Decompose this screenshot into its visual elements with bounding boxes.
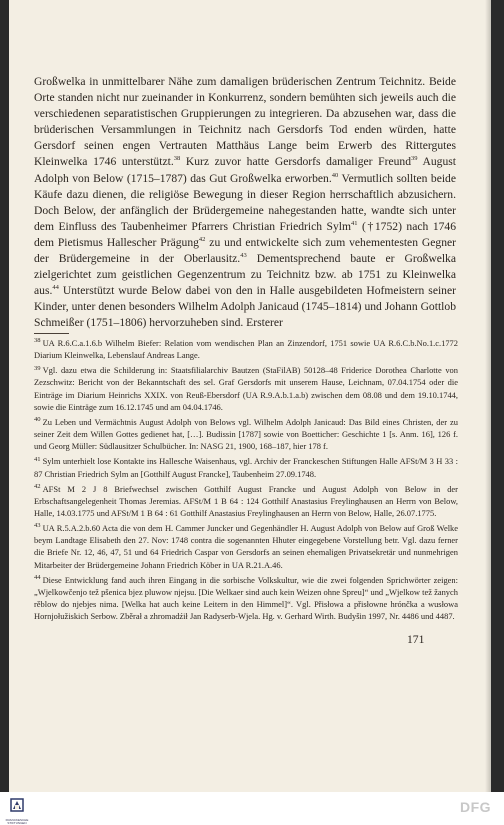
footnote-text: Sylm unterhielt lose Kontakte ins Hallesche Waisenhaus, vgl. Archiv der Franckeschen Stiftungen Halle AFSt/M 3 H 33 : 87 Christian Friedrich Sylm an [Gotthilf August Francke], Taubenheim 27.09.1748. (34, 456, 458, 479)
footnote-text: UA R.5.A.2.b.60 Acta die von dem H. Cammer Juncker und Gegenhändler H. August Adolph von Below auf Groß Welke beym Landtage Elisabeth den 27. Nov: 1748 contra die sogenannten Hhuter eingegebene Vorstellung betr. Vgl. dazu ferner die Briefe Nr. 12, 46, 47, 51 und 64 Friedrich Caspar von Gersdorfs an seinen ehemaligen Privatsekretär und nunmehrigen Mitarbeiter der Brüdergemeine Johann Friedrich Köber in UA R.21.A.46. (34, 523, 458, 570)
body-text-segment: zu und entwickelte sich zum vehementesten Gegner der Brüdergemeine in der Oberlausitz. (34, 235, 457, 266)
footnote-number: 40 (34, 416, 41, 424)
footnote-number: 41 (34, 455, 41, 463)
body-text (34, 74, 456, 332)
footnote-text: Diese Entwicklung fand auch ihren Eingang in die sorbische Volkskultur, wie die zwei folgenden Sprichwörter zeigen: „Wjelkowčenjo tež pšenica bjez pluwow njejsu. [Die Welkaer sind auch kein Weizen ohne Spreu]“ und „Wjelkow tež žanych rěblow do njebjes nima. [Welka hat auch keine Leitern in den Himmel]“. Vgl. Přisłowa a přisłowne hrónčka a wusłowa Hornjołužiskich Serbow. Zběrał a zhromadźił Jan Radyserb-Wjela. Hg. v. Gerhard Wirth. Budyšin 1997, Nr. 4486 und 4487. (34, 574, 458, 622)
footnote-text: AFSt M 2 J 8 Briefwechsel zwischen Gotthilf August Francke und August Adolph von Below in der Erbschaftsangelegenheit Thomas Jeremias. AFSt/M 1 B 64 : 124 Gotthilf Anastasius Freylinghausen an Herrn von Below, Halle, 14.03.1775 und AFSt/M 1 B 64 : 61 Gotthilf Anastasius Freylinghausen an Herrn von Below, Halle, 26.07.1775. (34, 483, 458, 518)
footnote (34, 483, 458, 519)
footnote-number: 38 (34, 337, 41, 345)
footnote-ref[interactable]: 39 (411, 155, 418, 163)
footnote (34, 364, 458, 412)
body-paragraph (34, 74, 456, 332)
footnote-number: 39 (34, 364, 41, 372)
book-page (9, 0, 491, 792)
library-logo-text: FRANCKESCHE STIFTUNGEN (5, 818, 29, 825)
footnote (34, 522, 458, 570)
body-text-segment: (†1752) nach 1746 dem Pietismus Hallescher Prägung (34, 219, 457, 249)
viewer-footer (0, 792, 504, 825)
footnote-number: 44 (34, 574, 41, 581)
footnote (34, 337, 458, 361)
footnote-ref[interactable]: 38 (173, 155, 181, 163)
body-text-segment: Großwelka in unmittelbarer Nähe zum damaligen brüderischen Zentrum Teichnitz. Beide Orte standen nicht nur zueinander in Konkurrenz, sondern bemühten sich jeweils auch die verschiedenen separatistischen Gruppierungen zu integrieren. Da abzusehen war, dass die brüderischen Versammlungen in Teichnitz nach Gersdorfs Tod enden würden, hatte Gersdorf seinen engen Vertrauten Matthäus Lange beim Erwerb des Rittergutes Kleinwelka 1746 unterstützt. (34, 75, 456, 169)
body-text-segment: Vermutlich sollten beide Käufe dazu dienen, die religiöse Bewegung in dieser Region herrschaftlich abzusichern. Doch Below, der anfänglich der Brüdergemeine nahegestanden hatte, wandte sich unter dem Einfluss des Taubenheimer Pfarrers Christian Friedrich Sylm (34, 171, 456, 233)
footnote-ref[interactable]: 44 (52, 284, 59, 292)
footnote-number: 43 (34, 522, 41, 530)
dfg-logo: DFG (460, 799, 492, 815)
footnote-text: Vgl. dazu etwa die Schilderung in: Staatsfilialarchiv Bautzen (StaFilAB) 50128–48 Friderice Dorothea Charlotte von Zezschwitz: Bericht von der Bekanntschaft des sel. Graf Gersdorfs mit unserem Hause, Leichnam, 07.04.1754 oder die Einträge im Diarium Heinrichs XXIX. von Reuß-Ebersdorf (UA R.9.A.b.1.a.b) zwischen dem 08.08 und dem 19.10.1744, sowie die Einträge zum 16.12.1745 und am 04.04.1746. (34, 365, 458, 412)
footnote-divider (34, 333, 69, 334)
footnotes (34, 337, 458, 625)
footnote-text: UA R.6.C.a.1.6.b Wilhelm Biefer: Relation vom wendischen Plan an Zinzendorf, 1751 sowie UA R.6.C.b.No.1.c.1772 Diarium Kleinwelka, Lebenslauf Andreas Lange. (34, 338, 458, 361)
footnote (34, 416, 458, 452)
footnote-ref[interactable]: 41 (351, 219, 358, 227)
footnote-ref[interactable]: 43 (240, 252, 247, 260)
footnote (34, 574, 458, 622)
footnote-text: Zu Leben und Vermächtnis August Adolph von Belows vgl. Wilhelm Adolph Janicaud: Das Bild eines Christen, der zu seiner Zeit dem Willen Gottes gedienet hat, […]. Budissin [1787] sowie von Boetticher: Geschichte 1 [s. Anm. 16], 126 f. und Georg Müller: Südlausitzer Schulbücher. In: NASG 21, 1900, 168–187, hier 178 f. (34, 416, 458, 452)
body-text-segment: Dementsprechend baute er Großwelka zielgerichtet zum geistlichen Gegenzentrum zu Teichnitz bzw. ab 1751 zu Kleinwelka aus. (34, 252, 457, 298)
body-text-segment: August Adolph von Below (1715–1787) das Gut Großwelka erworben. (34, 155, 456, 185)
body-text-segment: Kurz zuvor hatte Gersdorfs damaliger Freund (180, 155, 411, 169)
footnote-ref[interactable]: 42 (198, 236, 206, 244)
footnote (34, 455, 458, 479)
body-text-segment: Unterstützt wurde Below dabei von den in Halle ausgebildeten Hofmeistern seiner Kinder, unter denen besonders Wilhelm Adolph Janicaud (1745–1814) und Johann Gottlob Schmeißer (1751–1806) hervorzuheben sind. Ersterer (34, 284, 456, 330)
footnote-number: 42 (34, 482, 41, 490)
footnote-ref[interactable]: 40 (331, 171, 339, 179)
page-number: 171 (407, 633, 425, 646)
